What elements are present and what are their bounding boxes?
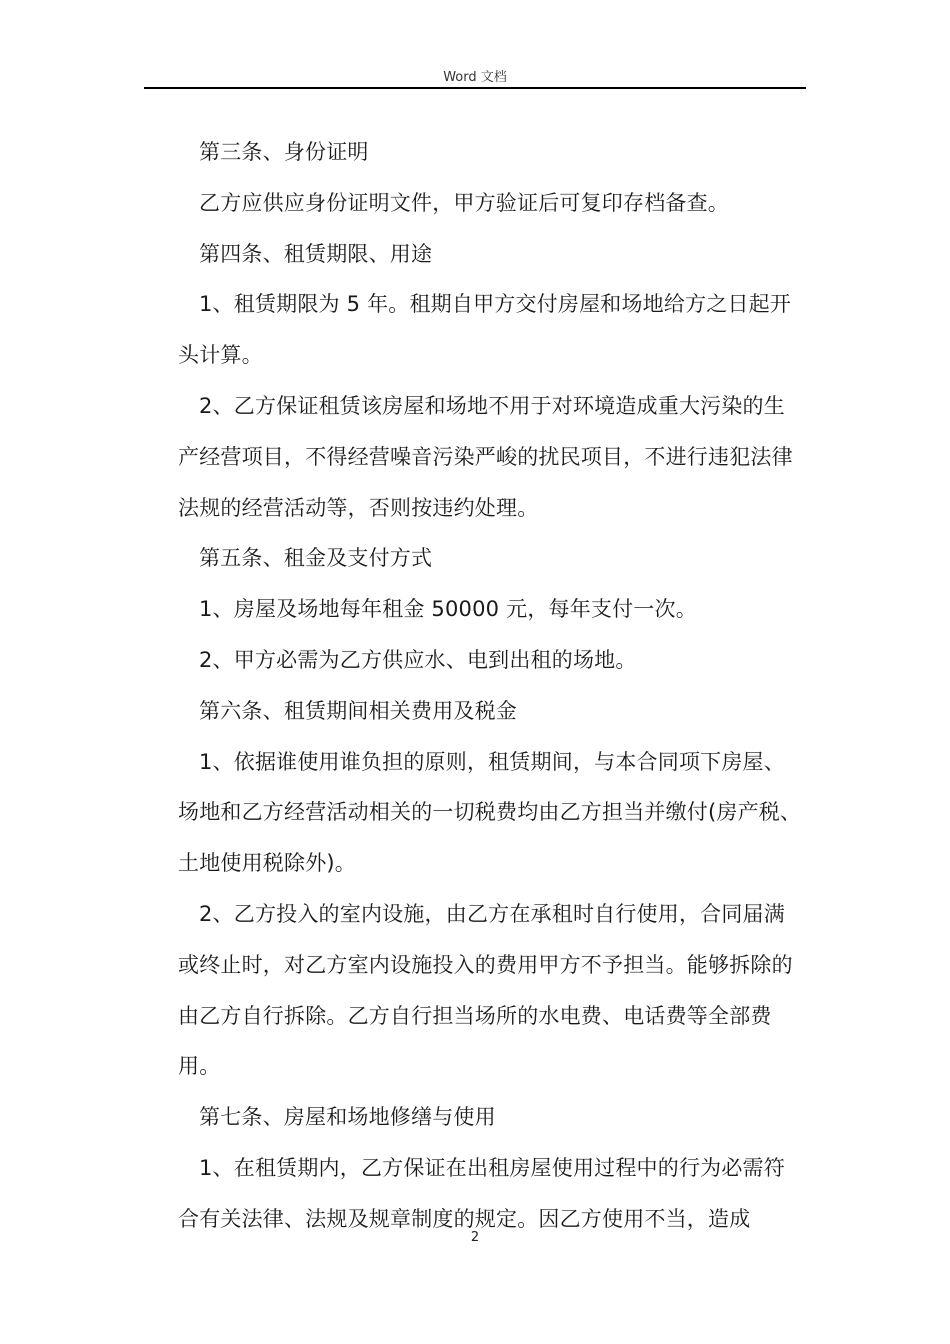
header-divider xyxy=(144,87,806,89)
paragraph: 2、乙方投入的室内设施，由乙方在承租时自行使用，合同届满或终止时，对乙方室内设施投入的费用甲方不予担当。能够拆除的由乙方自行拆除。乙方自行担当场所的水电费、电话费等全部费用。 xyxy=(178,901,793,1079)
paragraph: 1、房屋及场地每年租金 50000 元，每年支付一次。 xyxy=(199,597,697,622)
article-heading-7: 第七条、房屋和场地修缮与使用 xyxy=(199,1105,496,1130)
document-body xyxy=(178,127,806,1245)
page-number: 2 xyxy=(470,1230,480,1245)
paragraph: 1、在租赁期内，乙方保证在出租房屋使用过程中的行为必需符合有关法律、法规及规章制度的规定。因乙方使用不当，造成 xyxy=(178,1155,785,1231)
paragraph: 2、甲方必需为乙方供应水、电到出租的场地。 xyxy=(199,647,637,672)
article-heading-5: 第五条、租金及支付方式 xyxy=(199,546,433,571)
article-heading-6: 第六条、租赁期间相关费用及税金 xyxy=(199,698,517,723)
paragraph: 乙方应供应身份证明文件，甲方验证后可复印存档备查。 xyxy=(199,190,729,215)
paragraph: 1、租赁期限为 5 年。租期自甲方交付房屋和场地给方之日起开头计算。 xyxy=(178,292,792,368)
document-header-title: Word 文档 xyxy=(443,70,507,85)
article-heading-3: 第三条、身份证明 xyxy=(199,140,369,164)
article-heading-4: 第四条、租赁期限、用途 xyxy=(199,241,433,266)
paragraph: 1、依据谁使用谁负担的原则，租赁期间，与本合同项下房屋、场地和乙方经营活动相关的一切税费均由乙方担当并缴付(房产税、土地使用税除外)。 xyxy=(178,749,802,876)
paragraph: 2、乙方保证租赁该房屋和场地不用于对环境造成重大污染的生产经营项目，不得经营噪音污染严峻的扰民项目，不进行违犯法律法规的经营活动等，否则按违约处理。 xyxy=(178,393,793,520)
